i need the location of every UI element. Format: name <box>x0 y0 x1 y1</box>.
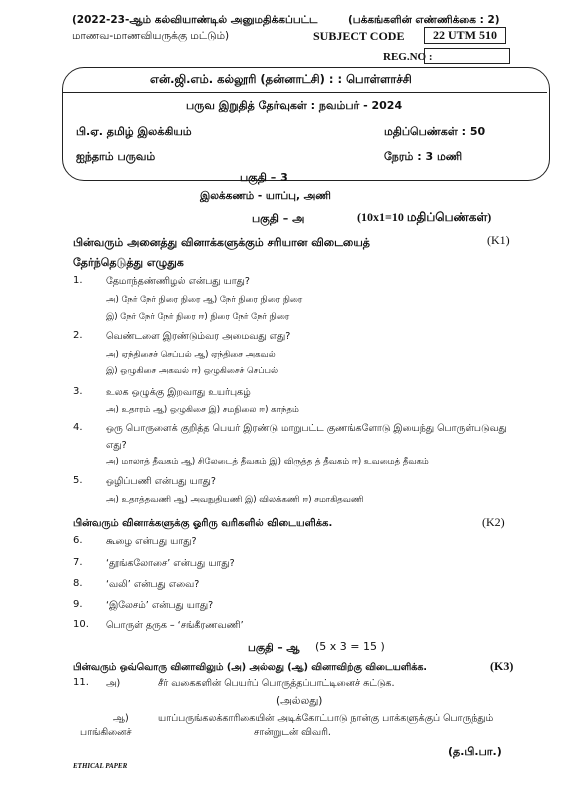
paper-title: இலக்கணம் - யாப்பு, அணி <box>200 190 331 202</box>
question-number: 2. <box>73 330 83 341</box>
college-name: என்.ஜி.எம். கல்லூரி (தன்னாட்சி) : : பொள்ளாச்சி <box>150 72 412 86</box>
section-a-instruction: பின்வரும் அனைத்து வினாக்களுக்கும் சரியான விடையைத் <box>73 236 370 249</box>
question-number: 9. <box>73 599 83 610</box>
question-text: வெண்டளை இரண்டும்வர அமைவது எது? <box>106 331 291 342</box>
or-label: (அல்லது) <box>276 695 323 707</box>
section-a2-instruction: பின்வரும் வினாக்களுக்கு ஓரிரு வரிகளில் விடையளிக்க. <box>73 518 333 529</box>
reg-no-label: REG.NO : <box>383 51 433 63</box>
subject-code: 22 UTM 510 <box>424 27 506 44</box>
question-number: 10. <box>73 619 89 630</box>
section-b-marks: (5 x 3 = 15 ) <box>315 640 385 653</box>
part-heading: பகுதி – 3 <box>240 171 288 184</box>
question-text: ‘வலி’ என்பது எவை? <box>106 579 200 590</box>
question-options: இ) ஒழுகிசை அகவல் ஈ) ஒழுகிசைச் செப்பல் <box>106 366 279 376</box>
max-marks: மதிப்பெண்கள் : 50 <box>384 125 486 138</box>
question-text: ஒரு பொருளைக் குறித்த பெயர் இரண்டு மாறுபட்ட குணங்களோடு இயைந்து பொருள்படுவது <box>106 423 507 434</box>
question-options: அ) உதாத்தவணி ஆ) அவநுதியணி இ) விலக்கணி ஈ) சமாகிதவணி <box>106 495 364 505</box>
question-text: ஒழிப்பணி என்பது யாது? <box>106 476 216 487</box>
reg-no-box <box>424 48 510 64</box>
question-text: ‘தூங்கலோசை’ என்பது யாது? <box>106 558 235 569</box>
course-name: பி.ஏ. தமிழ் இலக்கியம் <box>76 125 192 138</box>
ethical-paper-label: ETHICAL PAPER <box>73 762 128 770</box>
question-options: இ) நேர் நேர் நேர் நிரை ஈ) நிரை நேர் நேர் நிரை <box>106 312 290 322</box>
question-number: 1. <box>73 275 83 286</box>
question-options: அ) மாலாத் தீவகம் ஆ) சிலேடைத் தீவகம் இ) விருத்த த் தீவகம் ஈ) உவமைத் தீவகம் <box>106 457 429 467</box>
question-number: 8. <box>73 578 83 589</box>
semester: ஐந்தாம் பருவம் <box>76 150 156 163</box>
question-text-cont: பாங்கினைச் <box>80 727 132 738</box>
option-label: அ) <box>106 678 121 689</box>
please-turn-over: (த.பி.பா.) <box>448 745 502 758</box>
question-text: உலக ஒழுக்கு இறவாது உயர்புகழ் <box>106 387 251 398</box>
k3-label: (K3) <box>490 659 514 673</box>
k1-label: (K1) <box>487 233 510 247</box>
section-b-title: பகுதி – ஆ <box>248 642 300 654</box>
question-text-cont: எது? <box>106 440 127 451</box>
question-text: யாப்பருங்கலக்காரிகையின் அடிக்கோட்பாடு நான்கு பாக்களுக்குப் பொருந்தும் <box>158 713 494 724</box>
question-options: அ) ஏந்திசைச் செப்பல் ஆ) ஏந்திசை அகவல் <box>106 350 276 360</box>
question-text: கூழை என்பது யாது? <box>106 536 197 547</box>
question-text: தேமாந்தண்ணிழல் என்பது யாது? <box>106 276 250 287</box>
question-number: 3. <box>73 386 83 397</box>
question-text: பொருள் தருக – ‘சங்கீரணவணி’ <box>106 620 244 631</box>
k2-label: (K2) <box>482 515 505 529</box>
subject-code-label: SUBJECT CODE <box>313 29 405 43</box>
question-text: ‘இலேசம்’ என்பது யாது? <box>106 600 214 611</box>
page-count: (பக்கங்களின் எண்ணிக்கை : 2) <box>348 14 500 26</box>
header-line1: (2022-23-ஆம் கல்வியாண்டில் அனுமதிக்கப்பட்ட <box>72 14 318 26</box>
exam-time: நேரம் : 3 மணி <box>384 150 463 163</box>
question-number: 5. <box>73 475 83 486</box>
exam-box-divider <box>63 92 547 93</box>
question-text-cont: சான்றுடன் விவரி. <box>254 727 331 738</box>
question-number: 4. <box>73 422 83 433</box>
question-options: அ) உதாரம் ஆ) ஒழுகிசை இ) சமநிலை ஈ) காந்தம் <box>106 405 299 415</box>
section-b-instruction: பின்வரும் ஒவ்வொரு வினாவிலும் (அ) அல்லது (ஆ) வினாவிற்கு விடையளிக்க. <box>73 662 428 673</box>
section-a-marks: (10x1=10 மதிப்பெண்கள்) <box>357 210 492 224</box>
exam-name: பருவ இறுதித் தேர்வுகள் : நவம்பர் - 2024 <box>186 99 403 112</box>
header-line2: மாணவ-மாணவியருக்கு மட்டும்) <box>72 30 230 42</box>
option-label: ஆ) <box>113 713 129 724</box>
question-number: 6. <box>73 535 83 546</box>
question-options: அ) நேர் நேர் நிரை நிரை ஆ) நேர் நிரை நிரை நிரை <box>106 295 303 305</box>
question-number: 11. <box>73 677 89 688</box>
question-text: சீர் வகைகளின் பெயர்ப் பொருத்தப்பாட்டினைச் சுட்டுக. <box>158 678 395 689</box>
question-number: 7. <box>73 557 83 568</box>
section-a-title: பகுதி – அ <box>252 212 305 225</box>
section-a-instruction-2: தேர்ந்தெடுத்து எழுதுக <box>73 256 184 269</box>
